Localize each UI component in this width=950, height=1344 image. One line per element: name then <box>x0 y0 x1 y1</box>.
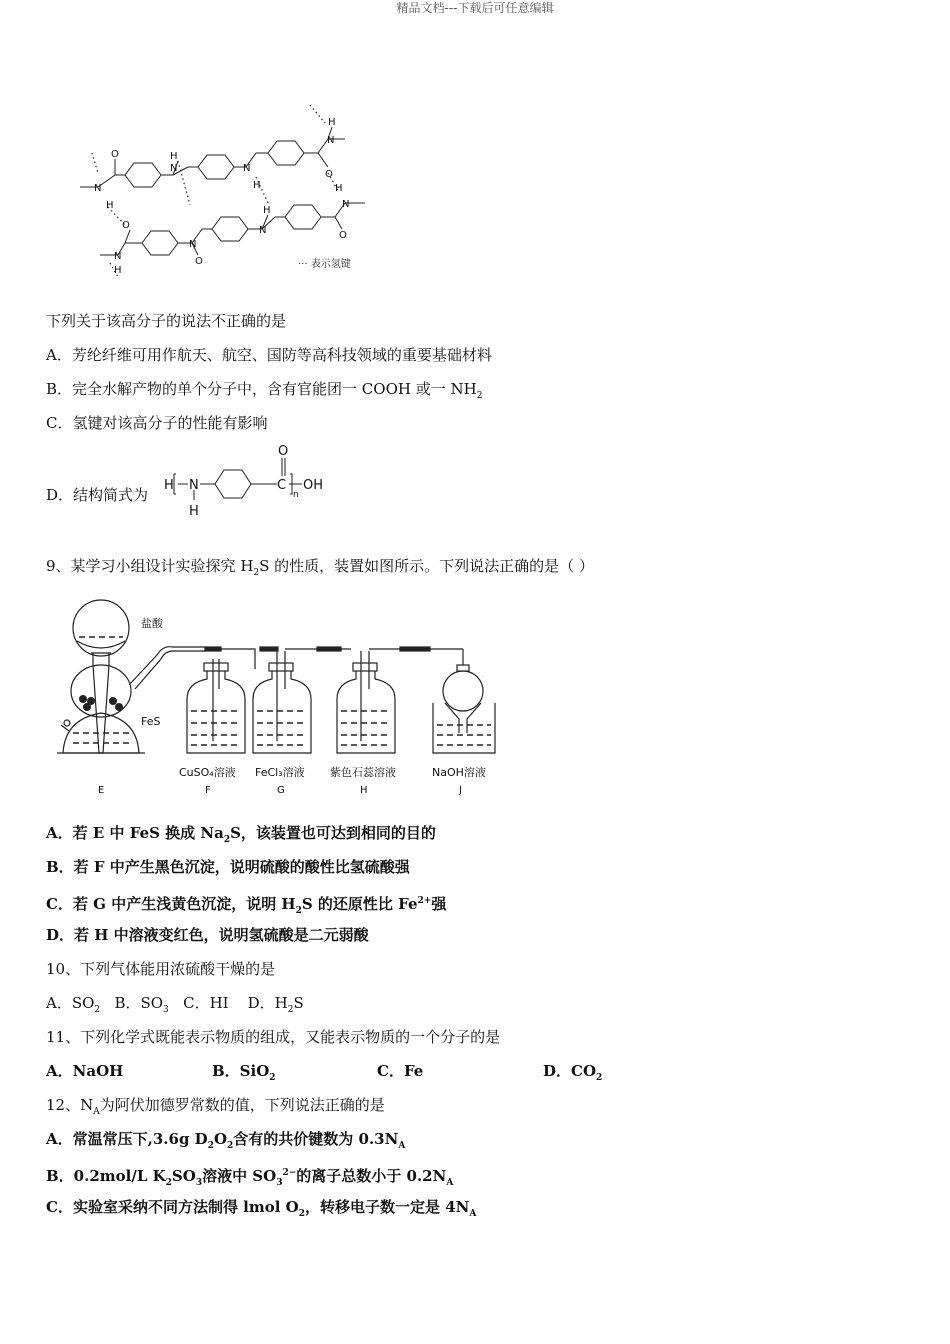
label-fes: FeS <box>141 715 161 728</box>
page-header: 精品文档---下载后可任意编辑 <box>396 1 554 15</box>
q9-option-a: A．若 E 中 FeS 换成 $Na_2S$，该装置也可达到相同的目的 <box>46 824 436 845</box>
formula-o: O <box>278 444 289 459</box>
label-fecl3: FeCl₃溶液 <box>255 766 305 779</box>
q10-stem: 10、下列气体能用浓硫酸干燥的是 <box>46 960 276 978</box>
atom-o-label: O <box>339 230 347 241</box>
formula-h-below: H <box>189 504 199 519</box>
q8-stem: 下列关于该高分子的说法不正确的是 <box>46 312 287 330</box>
label-naoh: NaOH溶液 <box>432 766 486 779</box>
atom-h-label: H <box>114 265 122 276</box>
q11-option-c: C．Fe <box>377 1062 424 1080</box>
letter-g: G <box>277 785 285 796</box>
atom-h-label: H <box>170 151 178 162</box>
label-hydrochloric-acid: 盐酸 <box>141 617 163 630</box>
atom-o-label: O <box>325 169 333 180</box>
q10-options: A．$SO_2$ B．$SO_3$ C．HI D．$H_2S$ <box>46 994 304 1015</box>
q9-option-d: D．若 H 中溶液变红色，说明氢硫酸是二元弱酸 <box>46 926 369 944</box>
q9-option-b: B．若 F 中产生黑色沉淀，说明硫酸的酸性比氢硫酸强 <box>46 858 410 876</box>
atom-h-label: H <box>253 180 261 191</box>
label-litmus: 紫色石蕊溶液 <box>330 766 396 779</box>
atom-o-label: O <box>195 256 203 267</box>
q8-option-c: C．氢键对该高分子的性能有影响 <box>46 414 268 432</box>
atom-n-label: N <box>259 225 267 236</box>
polymer-structure-figure <box>70 95 380 280</box>
atom-h-label: H <box>328 117 336 128</box>
q8-option-d: D．结构简式为 <box>46 486 149 504</box>
q8-option-b: B．完全水解产物的单个分子中，含有官能团一 COOH 或一 $NH_2$ <box>46 380 483 401</box>
atom-n-label: N <box>342 199 350 210</box>
q11-option-a: A．NaOH <box>46 1062 124 1080</box>
q9-option-c: C．若 G 中产生浅黄色沉淀，说明 $H_2S$ 的还原性比 $Fe^{2+}$强 <box>46 895 447 916</box>
q12-stem: 12、$N_A$为阿伏加德罗常数的值，下列说法正确的是 <box>46 1096 385 1117</box>
atom-h-label: H <box>263 205 271 216</box>
letter-f: F <box>205 785 211 796</box>
q12-option-c: C．实验室采纳不同方法制得 lmol $O_2$，转移电子数一定是 $4N_A$ <box>46 1198 477 1219</box>
formula-n: N <box>189 478 199 493</box>
formula-h-left: H <box>164 478 174 493</box>
structural-formula <box>160 440 335 522</box>
q11-option-d: D．$CO_2$ <box>543 1062 603 1083</box>
atom-h-label: H <box>335 183 343 194</box>
q12-option-b: B．0.2mol/L $K_2SO_3$溶液中 $SO_3^{2-}$的离子总数小于 $0.2N_A$ <box>46 1167 454 1188</box>
atom-n-label: N <box>189 239 197 250</box>
letter-e: E <box>98 785 105 796</box>
q12-option-a: A．常温常压下,3.6g $D_2O_2$含有的共价键数为 $0.3N_A$ <box>46 1130 406 1151</box>
letter-h: H <box>360 785 368 796</box>
formula-n-subscript: n <box>293 490 299 500</box>
atom-n-label: N <box>114 251 122 262</box>
letter-j: J <box>459 785 462 796</box>
formula-c: C <box>277 478 287 493</box>
q8-option-a: A．芳纶纤维可用作航天、航空、国防等高科技领域的重要基础材料 <box>46 346 492 364</box>
atom-o-label: O <box>122 220 130 231</box>
atom-n-label: N <box>327 135 335 146</box>
atom-n-label: N <box>94 183 102 194</box>
hydrogen-bond-legend: ··· 表示氢键 <box>298 259 351 270</box>
q9-stem: 9、某学习小组设计实验探究 $H_2S$ 的性质，装置如图所示。下列说法正确的是（ ） <box>46 557 594 578</box>
formula-oh: OH <box>303 478 324 493</box>
label-cuso4: CuSO₄溶液 <box>179 766 236 779</box>
atom-n-label: N <box>170 163 178 174</box>
atom-o-label: O <box>111 149 119 160</box>
q11-option-b: B．SiO$_2$ <box>212 1062 276 1083</box>
atom-n-label: N <box>243 163 251 174</box>
atom-h-label: H <box>106 200 114 211</box>
h2s-apparatus-figure <box>55 593 500 798</box>
q11-stem: 11、下列化学式既能表示物质的组成，又能表示物质的一个分子的是 <box>46 1028 501 1046</box>
